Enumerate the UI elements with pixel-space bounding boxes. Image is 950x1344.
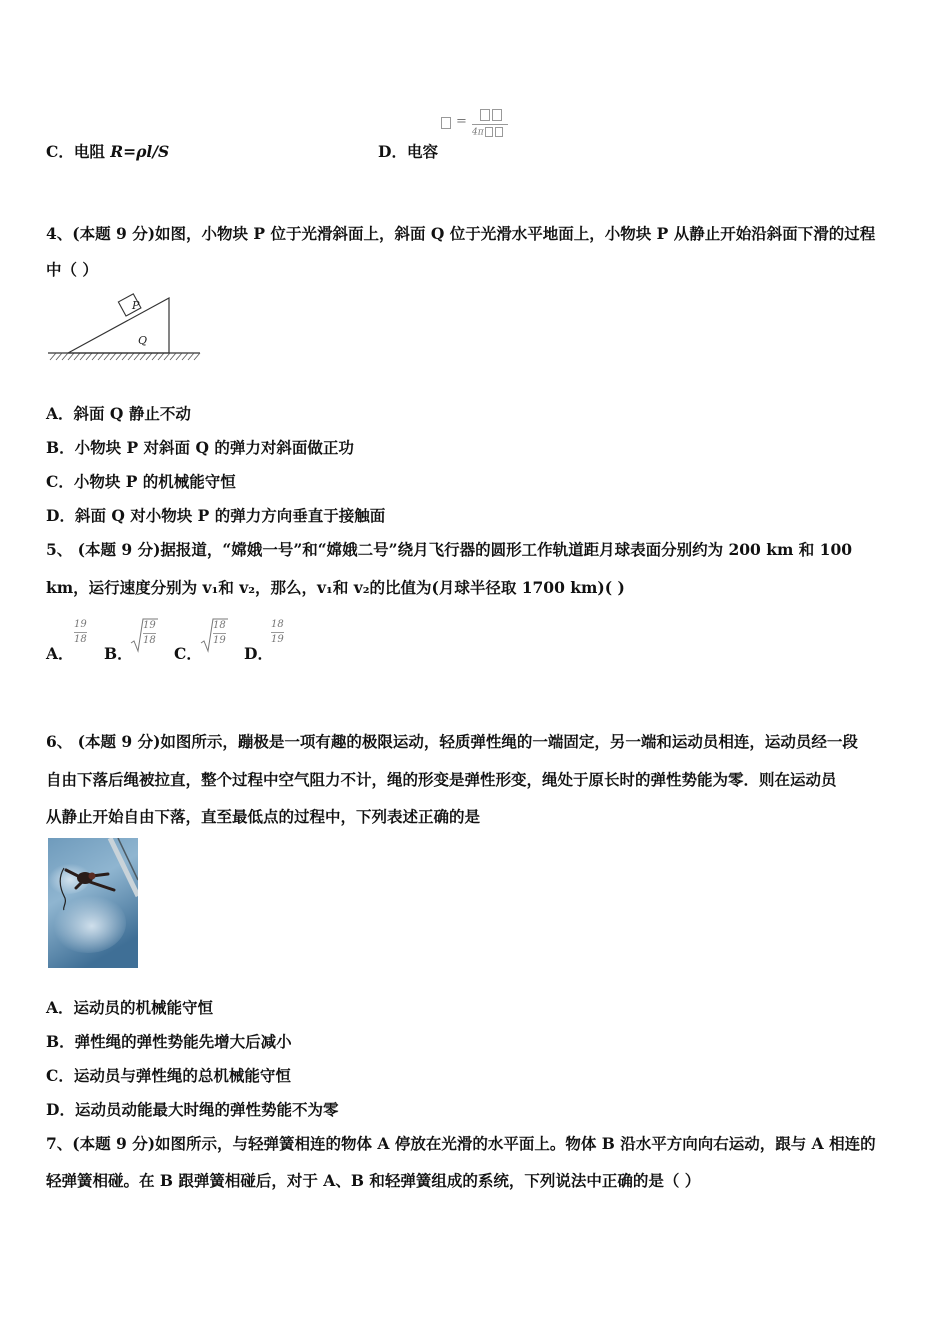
q3-option-d: D．电容 xyxy=(378,142,438,161)
q6-option-d: D．运动员动能最大时绳的弹性势能不为零 xyxy=(46,1100,339,1119)
block-label-p: P xyxy=(132,299,140,312)
q4-option-a: A．斜面 Q 静止不动 xyxy=(46,404,191,423)
bungee-photo xyxy=(48,838,138,968)
q5-option-a-fraction: 19 18 xyxy=(74,619,87,645)
capacitance-formula-image: = 4π xyxy=(440,108,510,140)
q7-stem-line1: 7、(本题 9 分)如图所示，与轻弹簧相连的物体 A 停放在光滑的水平面上。物体 B 沿水平方向向右运动，跟与 A 相连的 xyxy=(46,1134,876,1153)
q3-option-c: C．电阻 R=ρl/S xyxy=(46,142,170,161)
q7-stem-line2: 轻弹簧相碰。在 B 跟弹簧相碰后，对于 A、B 和轻弹簧组成的系统，下列说法中正确的是（ ） xyxy=(46,1171,701,1190)
q5-option-c-label: C． xyxy=(174,644,202,663)
q5-stem-line1: 5、 (本题 9 分)据报道，“嫦娥一号”和“嫦娥二号”绕月飞行器的圆形工作轨道距月球表面分别约为 200 km 和 100 xyxy=(46,540,853,559)
q6-option-c: C．运动员与弹性绳的总机械能守恒 xyxy=(46,1066,291,1085)
incline-label-q: Q xyxy=(138,334,148,347)
q5-option-b-label: B． xyxy=(104,644,133,663)
q4-stem-line2: 中（ ） xyxy=(46,260,98,279)
incline-figure xyxy=(46,290,202,366)
q4-option-b: B．小物块 P 对斜面 Q 的弹力对斜面做正功 xyxy=(46,438,354,457)
q6-stem-line3: 从静止开始自由下落，直至最低点的过程中，下列表述正确的是 xyxy=(46,807,481,826)
q5-stem-line2: km，运行速度分别为 v₁和 v₂，那么，v₁和 v₂的比值为(月球半径取 1700 km)( ) xyxy=(46,578,625,597)
q5-option-a-label: A． xyxy=(46,644,74,663)
q6-option-a: A．运动员的机械能守恒 xyxy=(46,998,214,1017)
q5-option-d-label: D． xyxy=(244,644,273,663)
q5-option-d-fraction: 18 19 xyxy=(271,619,284,645)
q4-stem-line1: 4、(本题 9 分)如图，小物块 P 位于光滑斜面上，斜面 Q 位于光滑水平地面上，小物块 P 从静止开始沿斜面下滑的过程 xyxy=(46,224,876,243)
q4-option-d: D．斜面 Q 对小物块 P 的弹力方向垂直于接触面 xyxy=(46,506,386,525)
q6-stem-line1: 6、 (本题 9 分)如图所示，蹦极是一项有趣的极限运动，轻质弹性绳的一端固定，另一端和运动员相连，运动员经一段 xyxy=(46,732,858,751)
q6-stem-line2: 自由下落后绳被拉直，整个过程中空气阻力不计，绳的形变是弹性形变，绳处于原长时的弹性势能为零．则在运动员 xyxy=(46,770,837,789)
q6-option-b: B．弹性绳的弹性势能先增大后减小 xyxy=(46,1032,292,1051)
q4-option-c: C．小物块 P 的机械能守恒 xyxy=(46,472,236,491)
